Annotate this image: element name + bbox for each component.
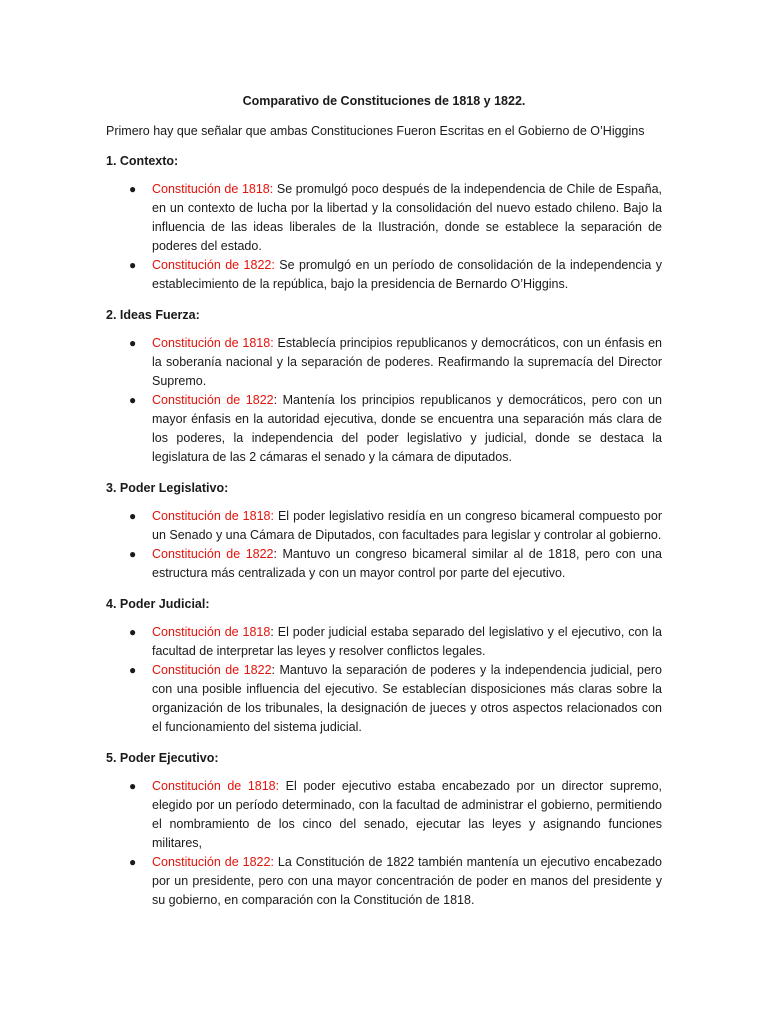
item-text: El poder legislativo residía en un congreso bicameral compuesto por un Senado y una Cámara de Diputados, con facultades para legislar y controlar al gobierno. — [152, 509, 663, 542]
bullet-list — [106, 507, 662, 583]
list-item — [106, 777, 662, 853]
intro-paragraph: Primero hay que señalar que ambas Constituciones Fueron Escritas en el Gobierno de O’Higgins — [106, 124, 645, 138]
bullet-list — [106, 623, 662, 737]
item-text: : El poder judicial estaba separado del legislativo y el ejecutivo, con la facultad de interpretar las leyes y resolver conflictos legales. — [152, 625, 663, 658]
item-text: Se promulgó en un período de consolidación de la independencia y establecimiento de la república, bajo la presidencia de Bernardo O’Higgins. — [152, 258, 662, 291]
list-item — [106, 180, 662, 256]
list-item — [106, 507, 662, 545]
bullet-icon: ● — [129, 336, 137, 350]
bullet-icon: ● — [129, 509, 137, 523]
list-item — [106, 545, 662, 583]
document-title: Comparativo de Constituciones de 1818 y 1822. — [242, 94, 526, 108]
constitution-label: Constitución de 1822: — [152, 258, 275, 272]
constitution-label: Constitución de 1822 — [152, 663, 272, 677]
section-heading: 1. Contexto: — [106, 154, 179, 168]
constitution-label: Constitución de 1822 — [152, 547, 274, 561]
item-text: : Mantenía los principios republicanos y democráticos, pero con un mayor énfasis en la autoridad ejecutiva, donde se encuentra una separación más clara de los poderes, la independencia del poder legislativo y judicial, donde se destaca la legislatura de las 2 cámaras el senado y la cámara de diputados. — [152, 393, 662, 464]
item-text: : Mantuvo un congreso bicameral similar al de 1818, pero con una estructura más centralizada y con un mayor control por parte del ejecutivo. — [152, 547, 662, 580]
list-item — [106, 661, 662, 737]
bullet-icon: ● — [129, 663, 137, 677]
bullet-icon: ● — [129, 625, 137, 639]
bullet-icon: ● — [129, 393, 137, 407]
constitution-label: Constitución de 1822 — [152, 393, 274, 407]
document-page — [106, 92, 662, 922]
section-heading: 5. Poder Ejecutivo: — [106, 751, 219, 765]
constitution-label: Constitución de 1822: — [152, 855, 274, 869]
constitution-label: Constitución de 1818: — [152, 779, 280, 793]
section-poder-judicial — [106, 595, 662, 737]
list-item — [106, 256, 662, 294]
item-text: : Mantuvo la separación de poderes y la independencia judicial, pero con una posible influencia del ejecutivo. Se establecían disposiciones más claras sobre la organización de los tribunales, la designación de jueces y otros aspectos relacionados con el funcionamiento del sistema judicial. — [152, 663, 663, 734]
list-item — [106, 623, 662, 661]
item-text: La Constitución de 1822 también mantenía un ejecutivo encabezado por un presidente, pero con una mayor concentración de poder en manos del presidente y su gobierno, en comparación con la Constitución de 1818. — [152, 855, 662, 907]
constitution-label: Constitución de 1818 — [152, 625, 271, 639]
bullet-icon: ● — [129, 779, 137, 793]
item-text: Establecía principios republicanos y democráticos, con un énfasis en la soberanía nacional y la separación de poderes. Reafirmando la supremacía del Director Supremo. — [152, 336, 662, 388]
list-item — [106, 391, 662, 467]
item-text: Se promulgó poco después de la independencia de Chile de España, en un contexto de lucha por la libertad y la consolidación del nuevo estado chileno. Bajo la influencia de las ideas liberales de la Ilustración, donde se establece la separación de poderes del estado. — [152, 182, 662, 253]
bullet-list — [106, 777, 662, 910]
bullet-icon: ● — [129, 258, 137, 272]
section-heading: 2. Ideas Fuerza: — [106, 308, 200, 322]
bullet-list — [106, 334, 662, 467]
section-contexto — [106, 152, 662, 294]
constitution-label: Constitución de 1818: — [152, 182, 274, 196]
section-ideas-fuerza — [106, 306, 662, 467]
section-poder-ejecutivo — [106, 749, 662, 910]
list-item — [106, 334, 662, 391]
bullet-icon: ● — [129, 547, 137, 561]
constitution-label: Constitución de 1818: — [152, 336, 274, 350]
section-heading: 3. Poder Legislativo: — [106, 481, 229, 495]
list-item — [106, 853, 662, 910]
constitution-label: Constitución de 1818: — [152, 509, 274, 523]
bullet-icon: ● — [129, 182, 137, 196]
bullet-icon: ● — [129, 855, 137, 869]
bullet-list — [106, 180, 662, 294]
item-text: El poder ejecutivo estaba encabezado por un director supremo, elegido por un período determinado, con la facultad de administrar el gobierno, permitiendo el nombramiento de los cinco del senado, ejecutar las leyes y asignando funciones militares, — [152, 779, 663, 850]
section-poder-legislativo — [106, 479, 662, 583]
section-heading: 4. Poder Judicial: — [106, 597, 210, 611]
